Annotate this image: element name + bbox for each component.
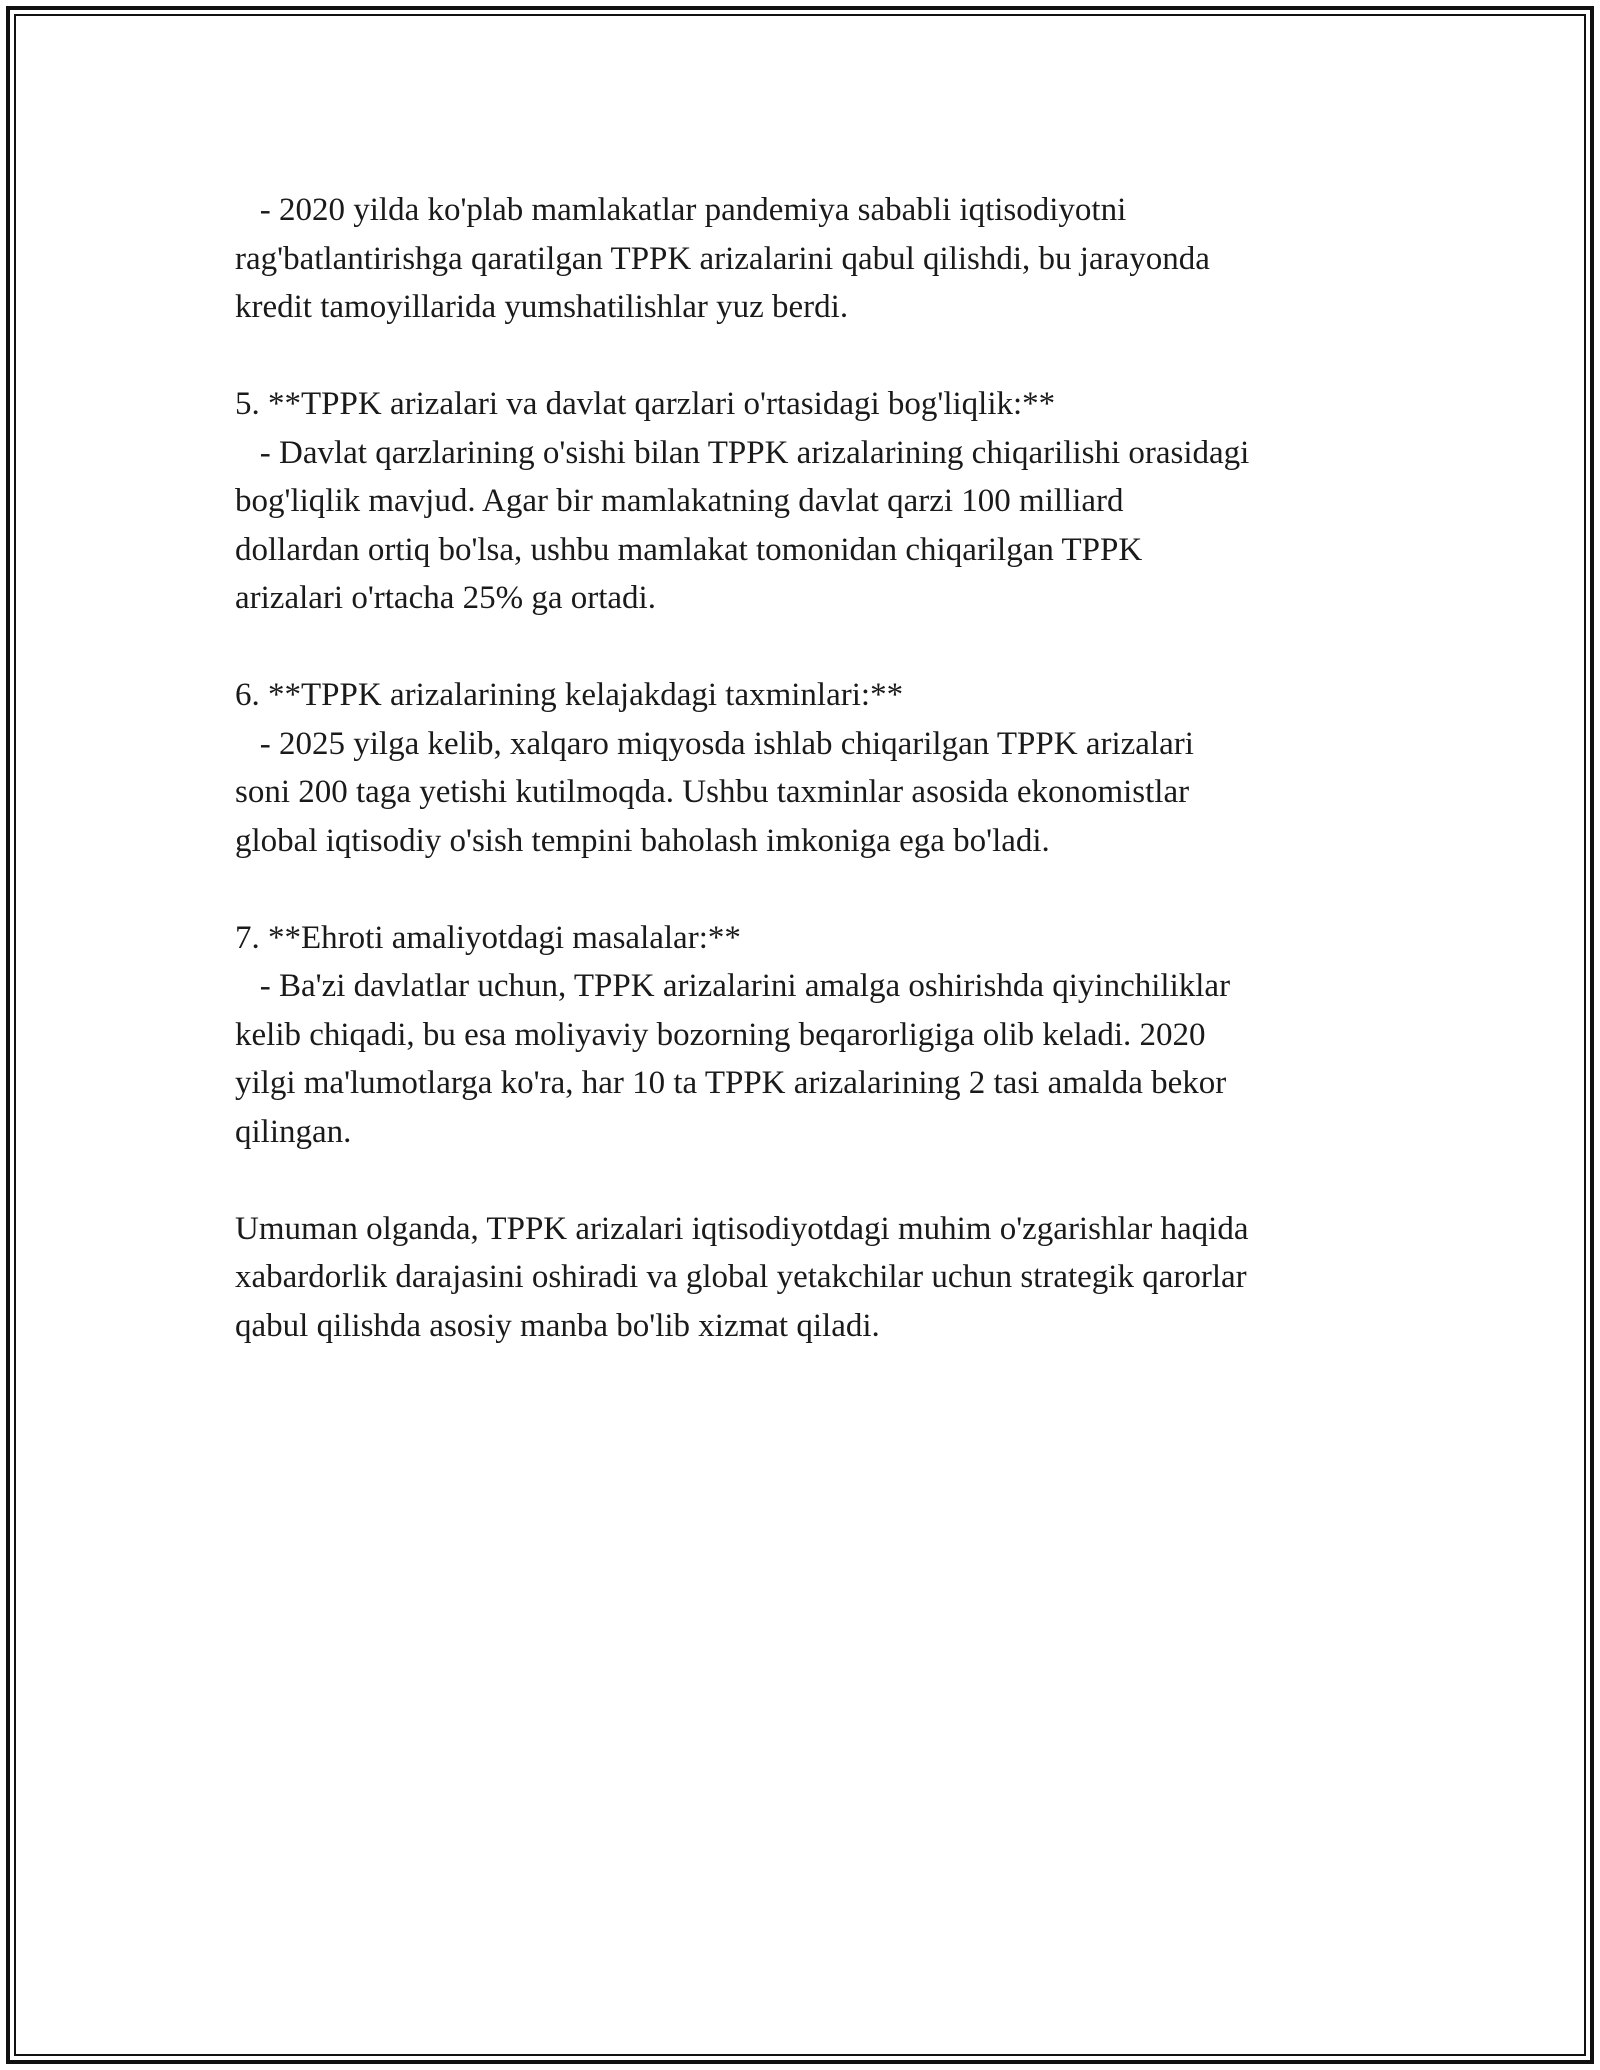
text-line: kelib chiqadi, bu esa moliyaviy bozorning beqarorligiga olib keladi. 2020 xyxy=(235,1016,1206,1053)
text-line: qabul qilishda asosiy manba bo'lib xizmat qiladi. xyxy=(235,1307,880,1344)
text-line: soni 200 taga yetishi kutilmoqda. Ushbu taxminlar asosida ekonomistlar xyxy=(235,774,1190,810)
text-line: xabardorlik darajasini oshiradi va global yetakchilar uchun strategik qarorlar xyxy=(235,1259,1247,1295)
document-body xyxy=(235,186,1385,1350)
text-line: Umuman olganda, TPPK arizalari iqtisodiyotdagi muhim o'zgarishlar haqida xyxy=(235,1210,1249,1247)
paragraph-conclusion xyxy=(235,1205,1385,1351)
text-line: bog'liqlik mavjud. Agar bir mamlakatning davlat qarzi 100 milliard xyxy=(235,483,1124,519)
section-heading: 7. **Ehroti amaliyotdagi masalalar:** xyxy=(235,919,741,956)
text-line: rag'batlantirishga qaratilgan TPPK arizalarini qabul qilishdi, bu jarayonda xyxy=(235,240,1210,277)
text-line: - Ba'zi davlatlar uchun, TPPK arizalarini amalga oshirishda qiyinchiliklar xyxy=(235,968,1231,1004)
paragraph-gap xyxy=(235,623,1385,672)
section-heading: 5. **TPPK arizalari va davlat qarzlari o'rtasidagi bog'liqlik:** xyxy=(235,386,1056,422)
text-line: - 2025 yilga kelib, xalqaro miqyosda ishlab chiqarilgan TPPK arizalari xyxy=(235,725,1194,762)
section-item-5 xyxy=(235,380,1385,623)
paragraph-gap xyxy=(235,865,1385,914)
section-item-7 xyxy=(235,914,1385,1157)
text-line: yilgi ma'lumotlarga ko'ra, har 10 ta TPPK arizalarining 2 tasi amalda bekor xyxy=(235,1065,1227,1101)
text-line: global iqtisodiy o'sish tempini baholash imkoniga ega bo'ladi. xyxy=(235,822,1050,859)
paragraph-gap xyxy=(235,1156,1385,1205)
text-line: - 2020 yilda ko'plab mamlakatlar pandemiya sababli iqtisodiyotni xyxy=(235,192,1127,228)
paragraph-continuation xyxy=(235,186,1385,332)
section-heading: 6. **TPPK arizalarining kelajakdagi taxminlari:** xyxy=(235,677,904,713)
text-line: qilingan. xyxy=(235,1113,352,1150)
text-line: - Davlat qarzlarining o'sishi bilan TPPK arizalarining chiqarilishi orasidagi xyxy=(235,434,1250,471)
paragraph-gap xyxy=(235,332,1385,381)
section-item-6 xyxy=(235,671,1385,865)
text-line: arizalari o'rtacha 25% ga ortadi. xyxy=(235,580,656,616)
text-line: dollardan ortiq bo'lsa, ushbu mamlakat tomonidan chiqarilgan TPPK xyxy=(235,531,1143,568)
text-line: kredit tamoyillarida yumshatilishlar yuz berdi. xyxy=(235,289,849,325)
